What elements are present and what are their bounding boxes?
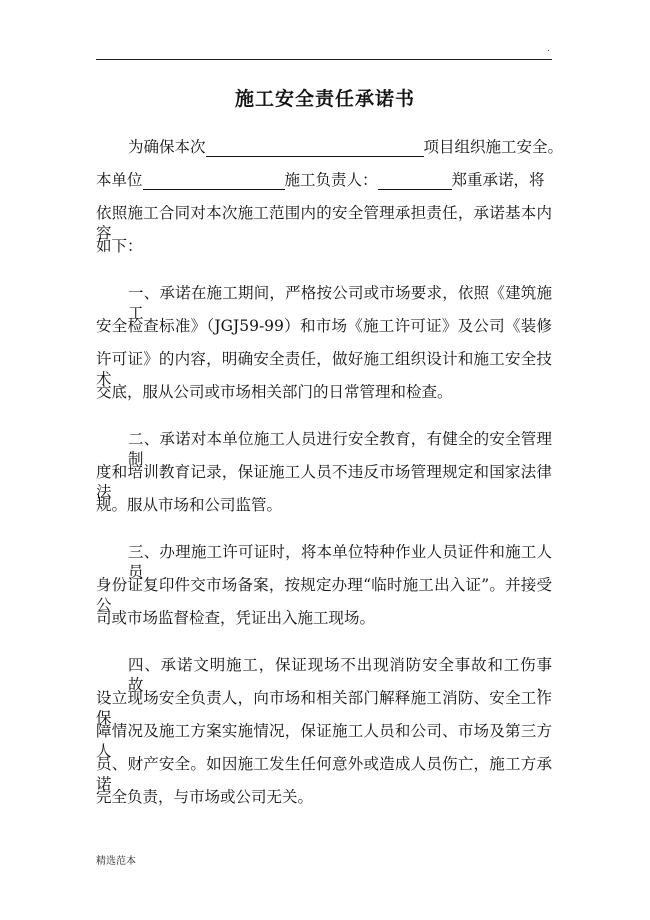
clause-2-line: 二、承诺对本单位施工人员进行安全教育，有健全的安全管理制 (128, 430, 552, 468)
clause-4-line: 障情况及施工方案实施情况，保证施工人员和公司、市场及第三方人 (96, 722, 552, 760)
intro-text: 项目组织施工安全。 (423, 138, 564, 156)
unit-name-blank[interactable] (143, 172, 285, 190)
clause-1-line: 安全检查标准》（JGJ59-99）和市场《施工许可证》及公司《装修 (96, 317, 552, 335)
clause-4-line: 设立现场安全负责人，向市场和相关部门解释施工消防、安全工作保 (96, 689, 552, 727)
intro-line-2 (96, 170, 545, 190)
clause-3-line: 身份证复印件交市场备案，按规定办理“临时施工出入证”。并接受公 (96, 576, 552, 614)
clause-4-line: 完全负责，与市场或公司无关。 (96, 788, 314, 806)
clause-2-line: 度和培训教育记录，保证施工人员不违反市场管理规定和国家法律法 (96, 463, 552, 501)
clause-1-line: 交底，服从公司或市场相关部门的日常管理和检查。 (96, 383, 453, 401)
intro-line-3: 依照施工合同对本次施工范围内的安全管理承担责任，承诺基本内容 (96, 204, 552, 242)
intro-text: 为确保本次 (128, 138, 206, 156)
footer-label: 精选范本 (96, 856, 136, 867)
intro-text: 施工负责人： (284, 171, 378, 189)
clause-4-line: 员、财产安全。如因施工发生任何意外或造成人员伤亡，施工方承诺 (96, 755, 552, 793)
header-rule (96, 59, 552, 60)
project-name-blank[interactable] (206, 139, 424, 157)
intro-text: 郑重承诺，将 (451, 171, 545, 189)
intro-line-1 (128, 137, 563, 157)
clause-3-line: 司或市场监督检查，凭证出入施工现场。 (96, 609, 376, 627)
header-mark: . (547, 44, 550, 54)
clause-1-line: 一、承诺在施工期间，严格按公司或市场要求，依照《建筑施工 (128, 284, 552, 322)
intro-text: 本单位 (96, 171, 143, 189)
responsible-person-blank[interactable] (378, 172, 452, 190)
clause-4-line: 四、承诺文明施工，保证现场不出现消防安全事故和工伤事故， (128, 656, 552, 694)
intro-line-4: 如下： (96, 237, 143, 255)
clause-3-line: 三、办理施工许可证时，将本单位特种作业人员证件和施工人员 (128, 543, 552, 581)
clause-1-line: 许可证》的内容，明确安全责任，做好施工组织设计和施工安全技术 (96, 350, 552, 388)
document-title: 施工安全责任承诺书 (234, 88, 415, 110)
clause-2-line: 规。服从市场和公司监管。 (96, 496, 283, 514)
